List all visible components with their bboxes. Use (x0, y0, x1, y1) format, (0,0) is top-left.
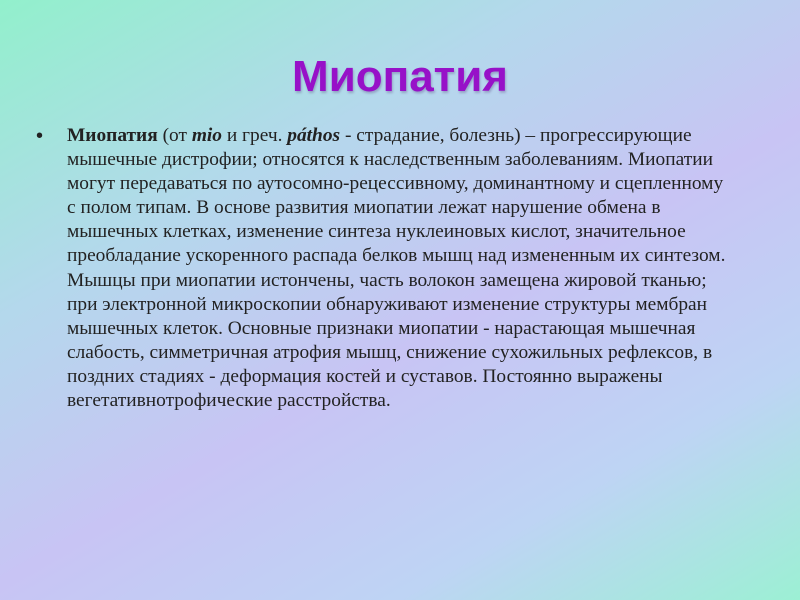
paragraph-text-part: и греч. (221, 125, 288, 146)
slide-title: Миопатия (292, 52, 508, 101)
definition-paragraph (67, 124, 729, 413)
bullet-marker: • (36, 125, 44, 147)
term-heading: Миопатия (67, 125, 158, 146)
paragraph-text-part: (от (157, 125, 192, 146)
paragraph-text-part: - страдание, болезнь) – прогрессирующие мышечные дистрофии; относятся к наследственным заболеваниям. Миопатии могут передаваться по аутосомно-рецессивному, доминантному и сцепленному с полом типам. В основе развития миопатии лежат нарушение обмена в мышечных клетках, изменение синтеза нуклеиновых кислот, значительное преобладание ускоренного распада белков мышц над измененным их синтезом. Мышцы при миопатии истончены, часть волокон замещена жировой тканью; при электронной микроскопии обнаруживают изменение структуры мембран мышечных клеток. Основные признаки миопатии - нарастающая мышечная слабость, симметричная атрофия мышц, снижение сухожильных рефлексов, в поздних стадиях - деформация костей и суставов. Постоянно выражены вегетативнотрофические расстройства. (67, 125, 726, 412)
etymology-term: mio (191, 125, 222, 146)
etymology-term: páthos (287, 125, 341, 146)
